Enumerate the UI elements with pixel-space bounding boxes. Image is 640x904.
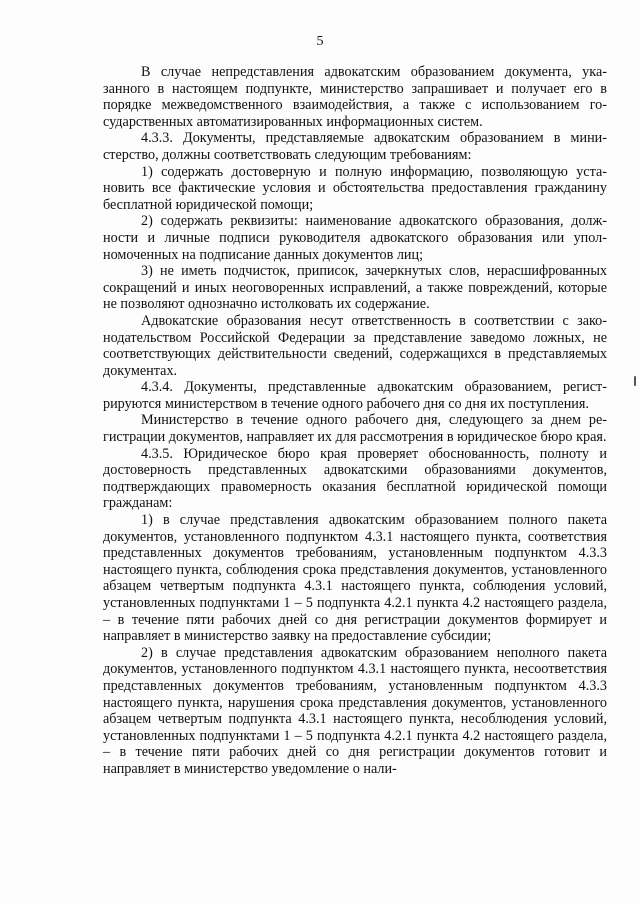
paragraph: 1) содержать достоверную и полную информацию, позволяющую установить все фактические условия и обстоятельства предоставления гражданину бесплатной юридической помощи; [103, 163, 607, 213]
paragraph: 1) в случае представления адвокатским образованием полного пакета документов, установленного подпунктом 4.3.1 настоящего пункта, соответствия представленных документов требованиям, установленным подпунктом 4.3.3 настоящего пункта, соблюдения срока представления документов, установленного абзацем четвертым подпункта 4.3.1 настоящего пункта, соблюдения условий, установленных подпунктами 1 – 5 подпункта 4.2.1 пункта 4.2 настоящего раздела, – в течение пяти рабочих дней со дня регистрации документов формирует и направляет в министерство заявку на предоставление субсидии; [103, 512, 607, 645]
paragraph: 2) в случае представления адвокатским образованием неполного пакета документов, установленного подпунктом 4.3.1 настоящего пункта, несоответствия представленных документов требованиям, установленным подпунктом 4.3.3 настоящего пункта, нарушения срока представления документов, установленного абзацем четвертым подпункта 4.3.1 настоящего пункта, несоблюдения условий, установленных подпунктами 1 – 5 подпункта 4.2.1 пункта 4.2 настоящего раздела, – в течение пяти рабочих дней со дня регистрации документов готовит и направляет в министерство уведомление о нали- [103, 644, 607, 777]
paragraph: В случае непредставления адвокатским образованием документа, указанного в настоящем подпункте, министерство запрашивает и получает его в порядке межведомственного взаимодействия, а также с использованием государственных автоматизированных информационных систем. [103, 64, 607, 130]
document-body [103, 64, 607, 778]
paragraph: 3) не иметь подчисток, приписок, зачеркнутых слов, нерасшифрованных сокращений и иных неоговоренных исправлений, а также повреждений, которые не позволяют однозначно истолковать их содержание. [103, 263, 607, 313]
paragraph: 4.3.5. Юридическое бюро края проверяет обоснованность, полноту и достоверность представленных адвокатскими образованиями документов, подтверждающих правомерность оказания бесплатной юридической помощи гражданам: [103, 445, 607, 512]
page-number: 5 [316, 34, 324, 49]
paragraph: Адвокатские образования несут ответственность в соответствии с законодательством Российской Федерации за представление заведомо ложных, не соответствующих действительности сведений, содержащихся в представляемых документах. [103, 312, 607, 379]
paragraph: 4.3.4. Документы, представленные адвокатским образованием, регистрируются министерством в течение одного рабочего дня со дня их поступления. [103, 379, 607, 412]
paragraph: 2) содержать реквизиты: наименование адвокатского образования, должности и личные подписи руководителя адвокатского образования или уполномоченных на подписание данных документов лиц; [103, 213, 607, 263]
paragraph: 4.3.3. Документы, представляемые адвокатским образованием в министерство, должны соответствовать следующим требованиям: [103, 130, 607, 163]
scan-edge-mark [634, 376, 636, 386]
paragraph: Министерство в течение одного рабочего дня, следующего за днем регистрации документов, направляет их для рассмотрения в юридическое бюро края. [103, 412, 607, 446]
